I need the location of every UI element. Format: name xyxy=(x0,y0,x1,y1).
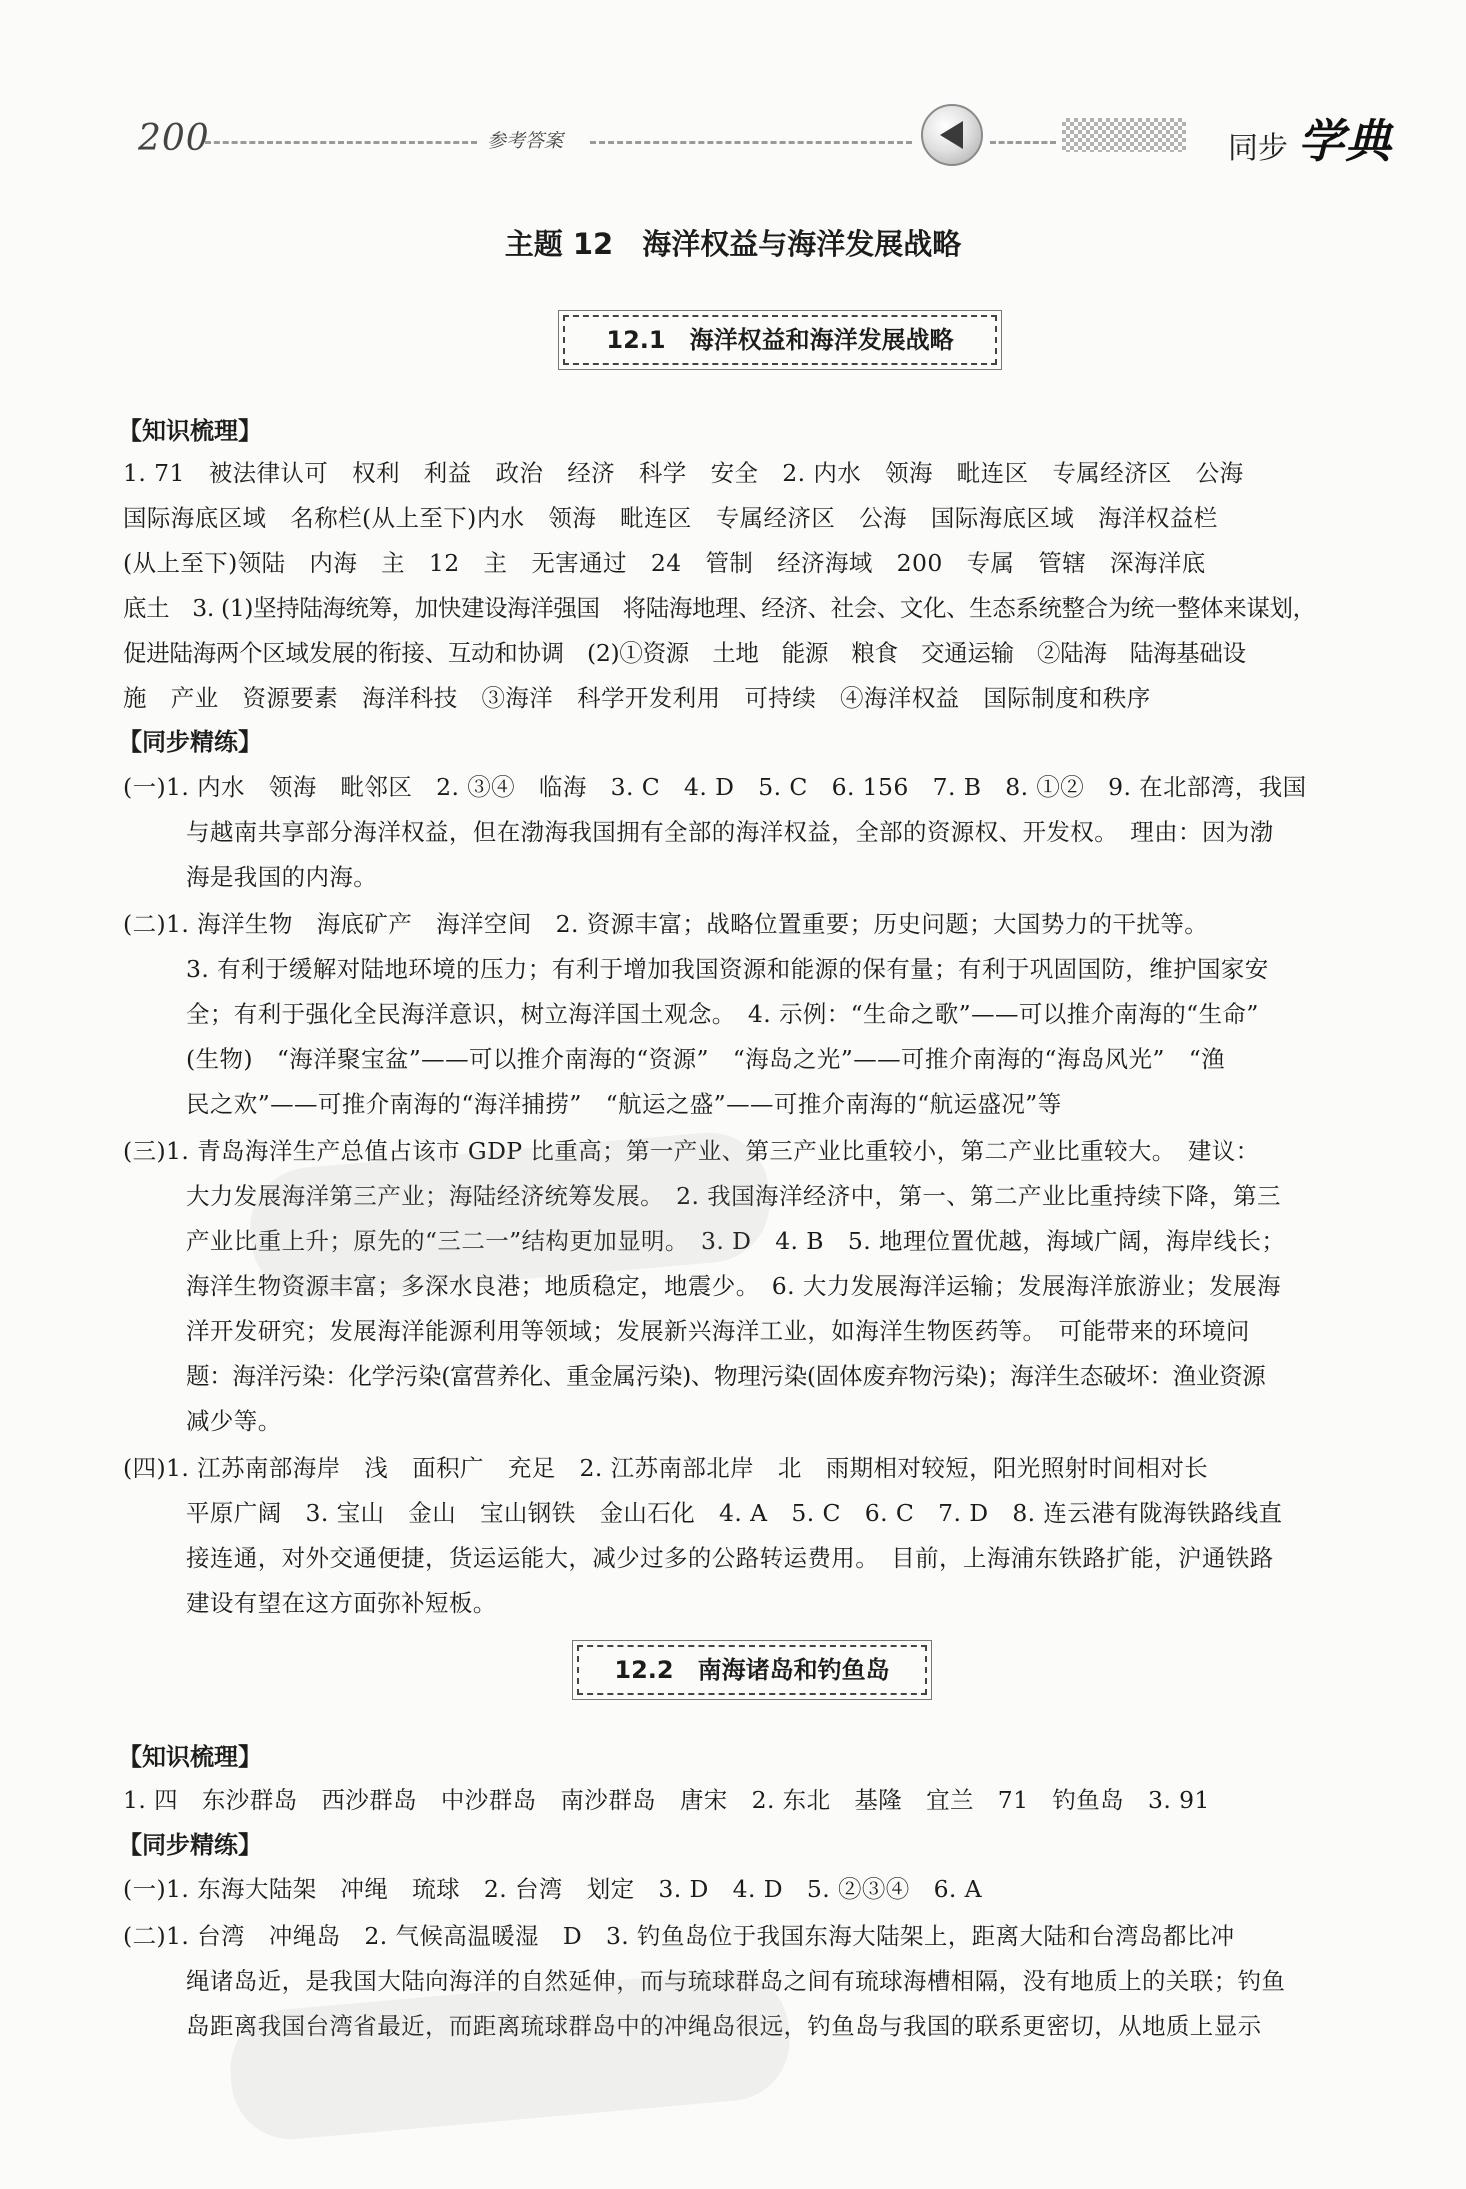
text-line: 建设有望在这方面弥补短板。 xyxy=(186,1589,497,1617)
text-line: (三)1. 青岛海洋生产总值占该市 GDP 比重高；第一产业、第三产业比重较小，第二产业比重较大。 建议： xyxy=(123,1137,1260,1165)
text-line: 洋开发研究；发展海洋能源利用等领域；发展新兴海洋工业，如海洋生物医药等。 可能带来的环境问 xyxy=(186,1317,1250,1345)
text-line: 1. 71 被法律认可 权利 利益 政治 经济 科学 安全 2. 内水 领海 毗连区 专属经济区 公海 xyxy=(123,459,1244,487)
checker-pattern xyxy=(1062,118,1186,152)
text-line: 国际海底区域 名称栏(从上至下)内水 领海 毗连区 专属经济区 公海 国际海底区域 海洋权益栏 xyxy=(123,504,1218,532)
practice-heading: 【同步精练】 xyxy=(118,728,262,756)
text-line: 民之欢”——可推介南海的“海洋捕捞” “航运之盛”——可推介南海的“航运盛况”等 xyxy=(186,1090,1062,1118)
header-divider-right xyxy=(990,141,1056,144)
header-divider-mid xyxy=(590,141,912,144)
header-divider-left xyxy=(205,141,477,144)
text-line: (二)1. 台湾 冲绳岛 2. 气候高温暖湿 D 3. 钓鱼岛位于我国东海大陆架上，距离大陆和台湾岛都比冲 xyxy=(123,1922,1235,1950)
text-line: 促进陆海两个区域发展的衔接、互动和协调 (2)①资源 土地 能源 粮食 交通运输 ②陆海 陆海基础设 xyxy=(123,639,1246,667)
text-line: 海洋生物资源丰富；多深水良港；地质稳定，地震少。 6. 大力发展海洋运输；发展海洋旅游业；发展海 xyxy=(186,1272,1281,1300)
text-line: 产业比重上升；原先的“三二一”结构更加显明。 3. D 4. B 5. 地理位置优越，海域广阔，海岸线长； xyxy=(186,1227,1286,1255)
text-line: 接连通，对外交通便捷，货运运能大，减少过多的公路转运费用。 目前，上海浦东铁路扩能，沪通铁路 xyxy=(186,1544,1274,1572)
text-line: (一)1. 东海大陆架 冲绳 琉球 2. 台湾 划定 3. D 4. D 5. ②③④ 6. A xyxy=(123,1875,983,1903)
text-line: 海是我国的内海。 xyxy=(186,863,378,891)
text-line: 全；有利于强化全民海洋意识，树立海洋国土观念。 4. 示例：“生命之歌”——可以推介南海的“生命” xyxy=(186,1000,1259,1028)
text-line: (生物) “海洋聚宝盆”——可以推介南海的“资源” “海岛之光”——可推介南海的“海岛风光” “渔 xyxy=(186,1045,1226,1073)
text-line: 减少等。 xyxy=(186,1407,282,1435)
text-line: 岛距离我国台湾省最近，而距离琉球群岛中的冲绳岛很远，钓鱼岛与我国的联系更密切，从地质上显示 xyxy=(186,2012,1262,2040)
page-number: 200 xyxy=(138,118,210,159)
text-line: (四)1. 江苏南部海岸 浅 面积广 充足 2. 江苏南部北岸 北 雨期相对较短，阳光照射时间相对长 xyxy=(123,1454,1209,1482)
text-line: 平原广阔 3. 宝山 金山 宝山钢铁 金山石化 4. A 5. C 6. C 7. D 8. 连云港有陇海铁路线直 xyxy=(186,1499,1283,1527)
text-line: 绳诸岛近，是我国大陆向海洋的自然延伸，而与琉球群岛之间有琉球海槽相隔，没有地质上的关联；钓鱼 xyxy=(186,1967,1286,1995)
section-title-12-1: 12.1 海洋权益和海洋发展战略 xyxy=(563,315,997,365)
brand-small: 同步 xyxy=(1228,131,1288,166)
knowledge-heading: 【知识梳理】 xyxy=(118,1743,262,1771)
text-line: (从上至下)领陆 内海 主 12 主 无害通过 24 管制 经济海域 200 专属 管辖 深海洋底 xyxy=(123,549,1206,577)
knowledge-heading: 【知识梳理】 xyxy=(118,417,262,445)
text-line: 3. 有利于缓解对陆地环境的压力；有利于增加我国资源和能源的保有量；有利于巩固国防，维护国家安 xyxy=(186,955,1269,983)
text-line: (二)1. 海洋生物 海底矿产 海洋空间 2. 资源丰富；战略位置重要；历史问题；大国势力的干扰等。 xyxy=(123,910,1209,938)
back-arrow-icon xyxy=(921,104,983,166)
practice-heading: 【同步精练】 xyxy=(118,1831,262,1859)
brand-logo: 学典 xyxy=(1298,114,1392,168)
text-line: 1. 四 东沙群岛 西沙群岛 中沙群岛 南沙群岛 唐宋 2. 东北 基隆 宜兰 71 钓鱼岛 3. 91 xyxy=(123,1786,1210,1814)
topic-title: 主题 12 海洋权益与海洋发展战略 xyxy=(504,227,962,261)
text-line: 大力发展海洋第三产业；海陆经济统筹发展。 2. 我国海洋经济中，第一、第二产业比重持续下降，第三 xyxy=(186,1182,1281,1210)
text-line: 题：海洋污染：化学污染(富营养化、重金属污染)、物理污染(固体废弃物污染)；海洋生态破坏：渔业资源 xyxy=(186,1362,1266,1390)
section-title-12-2: 12.2 南海诸岛和钓鱼岛 xyxy=(577,1645,927,1695)
text-line: 底土 3. (1)坚持陆海统筹，加快建设海洋强国 将陆海地理、经济、社会、文化、生态系统整合为统一整体来谋划， xyxy=(123,594,1316,622)
header-label: 参考答案 xyxy=(487,130,564,152)
text-line: 与越南共享部分海洋权益，但在渤海我国拥有全部的海洋权益，全部的资源权、开发权。 理由：因为渤 xyxy=(186,818,1274,846)
text-line: (一)1. 内水 领海 毗邻区 2. ③④ 临海 3. C 4. D 5. C 6. 156 7. B 8. ①② 9. 在北部湾，我国 xyxy=(123,773,1307,801)
text-line: 施 产业 资源要素 海洋科技 ③海洋 科学开发利用 可持续 ④海洋权益 国际制度和秩序 xyxy=(123,684,1151,712)
